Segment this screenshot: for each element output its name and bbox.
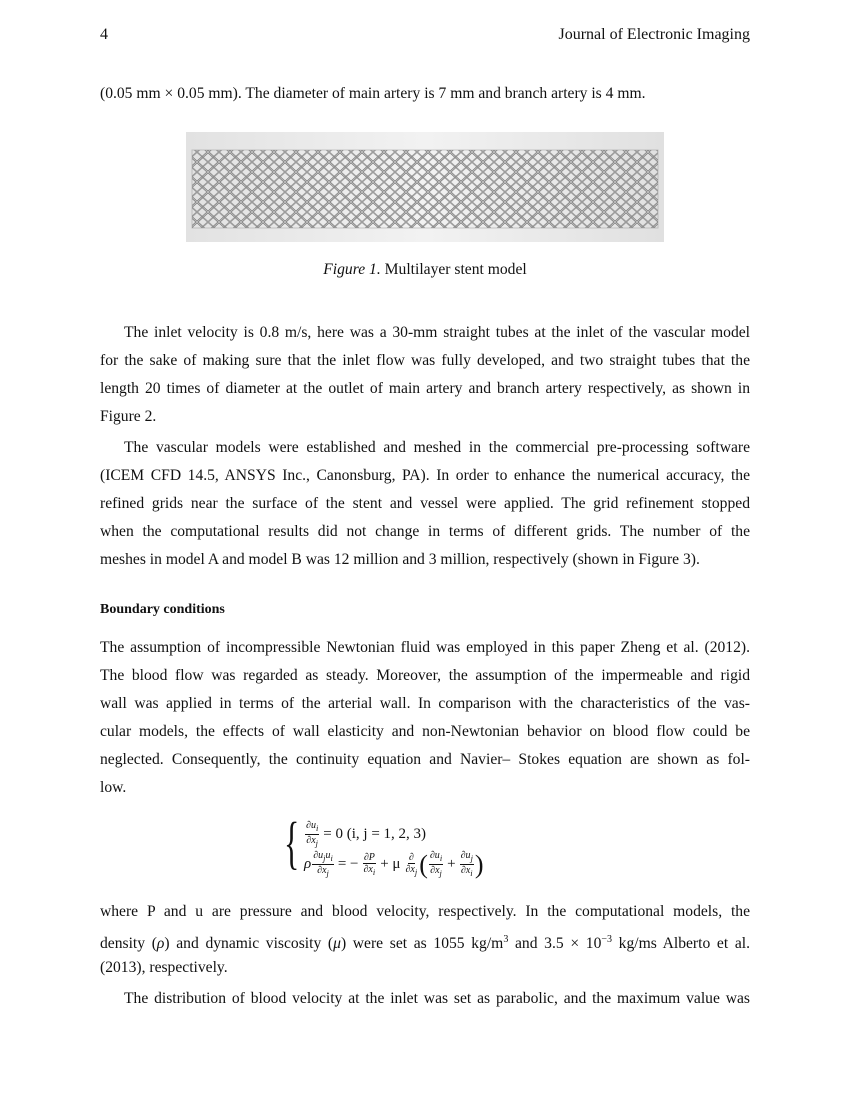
section-heading: Boundary conditions xyxy=(100,602,225,617)
journal-name: Journal of Electronic Imaging xyxy=(558,26,750,43)
text-line: Figure 2. xyxy=(100,408,157,425)
text-line: neglected. Consequently, the continuity equation and Navier– Stokes equation are shown as fol- xyxy=(100,751,750,768)
fraction: $\frac{\partial P}{\partial x_i}$ xyxy=(363,851,376,877)
text-line: The vascular models were established and meshed in the commercial pre-processing software xyxy=(124,439,750,456)
fraction: $\frac{\partial u_j}{\partial x_i}$ xyxy=(460,850,473,878)
text-line: (ICEM CFD 14.5, ANSYS Inc., Canonsburg, PA). In order to enhance the numerical accuracy, the xyxy=(100,467,750,484)
text-line: The inlet velocity is 0.8 m/s, here was a 30-mm straight tubes at the inlet of the vascular model xyxy=(124,324,750,341)
fraction: $\frac{\partial u_i}{\partial x_j}$ xyxy=(429,850,443,878)
navier-stokes-equation xyxy=(284,810,544,882)
text-line: low. xyxy=(100,779,127,796)
text-line: meshes in model A and model B was 12 million and 3 million, respectively (shown in Figure 3). xyxy=(100,551,700,568)
text-line: (2013), respectively. xyxy=(100,959,228,976)
figure-caption-text: Multilayer stent model xyxy=(384,261,527,278)
text-line: for the sake of making sure that the inlet flow was fully developed, and two straight tubes that the xyxy=(100,352,750,369)
continuity-equation: $\frac{\partial u_i}{\partial x_j}$ = 0 (i, j = 1, 2, 3) xyxy=(306,820,427,848)
stent-figure xyxy=(186,132,664,242)
page-header xyxy=(100,26,750,48)
fraction: $\frac{\partial}{\partial x_j}$ xyxy=(405,851,418,877)
text-line: cular models, the effects of wall elasticity and non-Newtonian behavior on blood flow could be xyxy=(100,723,750,740)
text-line: (0.05 mm × 0.05 mm). The diameter of main artery is 7 mm and branch artery is 4 mm. xyxy=(100,85,646,102)
fraction: $\frac{\partial u_ju_i}{\partial x_j}$ xyxy=(313,850,333,878)
text-line: The distribution of blood velocity at the inlet was set as parabolic, and the maximum value was xyxy=(124,990,750,1007)
figure-caption xyxy=(100,261,750,279)
momentum-equation: ρ $\frac{\partial u_ju_i}{\partial x_j}$ = − $\frac{\partial P}{\partial x_i}$ + μ $\frac{\partial}{\partial x_j}$ ( $\frac{\partial u_i}{\partial x_j}$ + $\frac{\partial u_j}{\partial x_i}$ ) xyxy=(304,849,484,879)
text-line: The assumption of incompressible Newtonian fluid was employed in this paper Zheng et al. (2012). xyxy=(100,639,750,656)
figure-label: Figure 1. xyxy=(323,261,381,278)
text-line: when the computational results did not change in terms of different grids. The number of the xyxy=(100,523,750,540)
text-line: refined grids near the surface of the stent and vessel were applied. The grid refinement stopped xyxy=(100,495,750,512)
text-line: length 20 times of diameter at the outlet of main artery and branch artery respectively, as shown in xyxy=(100,380,750,397)
text-line: The blood flow was regarded as steady. Moreover, the assumption of the impermeable and rigid xyxy=(100,667,750,684)
fraction: $\frac{\partial u_i}{\partial x_j}$ xyxy=(306,820,319,848)
text-line: where P and u are pressure and blood velocity, respectively. In the computational models, the xyxy=(100,903,750,920)
page-number: 4 xyxy=(100,26,108,43)
text-line: wall was applied in terms of the arterial wall. In comparison with the characteristics of the vas- xyxy=(100,695,750,712)
text-line: density (ρ) and dynamic viscosity (μ) were set as 1055 $kg/m^3$ and $3.5 \times 10^{-3}$ kg/ms Alberto et al. xyxy=(100,934,750,953)
equation-brace: { xyxy=(284,810,300,875)
